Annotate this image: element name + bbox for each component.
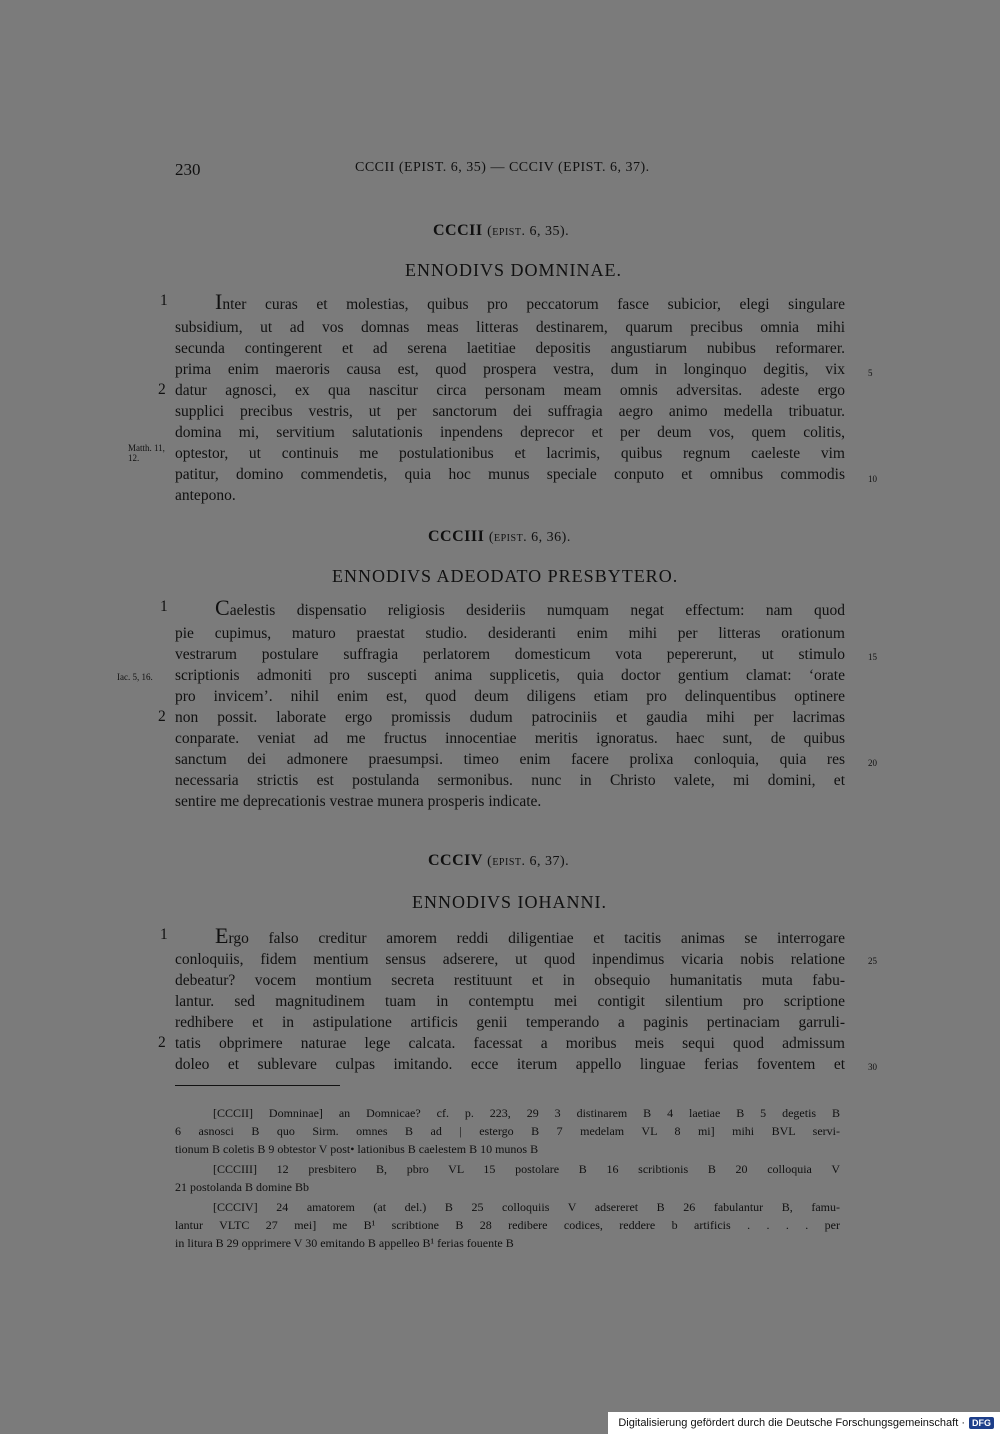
text-line: vestrarum postulare suffragia perlatorem domesticum vota pepererunt, ut stimulo [175, 646, 845, 663]
footnote-line: 6 asnosci B quo Sirm. omnes B ad | estergo B 7 medelam VL 8 mi] mihi BVL servi- [175, 1124, 840, 1138]
text-line: antepono. [175, 487, 236, 504]
text-line: conloquiis, fidem mentium sensus adserere, ut quod inpendimus vicaria nobis relatione [175, 951, 845, 968]
line-number: 15 [868, 652, 877, 662]
section-mark: 2 [158, 1034, 166, 1051]
margin-note: Iac. 5, 16. [117, 672, 153, 682]
footnote-rule [175, 1085, 340, 1086]
letter-title: ENNODIVS IOHANNI. [412, 892, 607, 912]
page-number: 230 [175, 160, 201, 179]
footnote-line: in litura B 29 opprimere V 30 emitando B appelleo B¹ ferias fouente B [175, 1236, 514, 1250]
footnote-line: tionum B coletis B 9 obtestor V post• lationibus B caelestem B 10 munos B [175, 1142, 539, 1156]
text-line: scriptionis admoniti pro suscepti anima supplicetis, quia doctor gentium clamat: ‘orate [175, 667, 845, 684]
footnote-line: [CCCIII] 12 presbitero B, pbro VL 15 postolare B 16 scribtionis B 20 colloquia V [213, 1162, 840, 1176]
letter-title: ENNODIVS DOMNINAE. [405, 260, 622, 280]
text-line: optestor, ut continuis me postulationibus et lacrimis, quibus regnum caeleste vim [175, 445, 845, 462]
text-line: secunda contingerent et ad serena laetitiae depositis angustiarum nubibus reformarer. [175, 340, 845, 357]
footnote-line: [CCCIV] 24 amatorem (at del.) B 25 colloquiis V adsereret B 26 fabulantur B, famu- [213, 1200, 840, 1214]
section-mark: 2 [158, 708, 166, 725]
line-number: 30 [868, 1062, 877, 1072]
text-line: sanctum dei admonere praesumpsi. timeo enim facere prolixa conloquia, quia res [175, 751, 845, 768]
footnote-line: [CCCII] Domninae] an Domnicae? cf. p. 223, 29 3 distinarem B 4 laetiae B 5 degetis B [213, 1106, 840, 1120]
text-line: debeatur? vocem montium secreta restituunt et in obsequio humanitatis muta fabu- [175, 972, 845, 989]
letter-title: ENNODIVS ADEODATO PRESBYTERO. [332, 566, 679, 586]
section-mark: 1 [160, 926, 168, 943]
text-line: domina mi, servitium salutationis inpendens deprecor et per deum vos, quem colitis, [175, 424, 845, 441]
text-line: necessaria strictis est postulanda sermonibus. nunc in Christo valete, mi domini, et [175, 772, 845, 789]
text-line: datur agnosci, ex qua nascitur circa personam meam omnis adversitas. adeste ergo [175, 382, 845, 399]
dfg-logo: DFG [969, 1417, 994, 1429]
text-line: redhibere et in astipulatione artificis genii temperando a paginis pertinaciam garruli- [175, 1014, 845, 1031]
text-line: lantur. sed magnitudinem tuam in contemptu mei contigit silentium pro scriptione [175, 993, 845, 1010]
text-line: Inter curas et molestias, quibus pro peccatorum fasce subicior, elegi singulare [215, 289, 845, 314]
section-mark: 1 [160, 292, 168, 309]
letter-label: CCCII (epist. 6, 35). [433, 222, 570, 239]
margin-note: Matth. 11, 12. [128, 443, 165, 463]
funding-footer [608, 1412, 1000, 1434]
text-line: patitur, domino commendetis, quia hoc munus speciale conputo et omnibus commodis [175, 466, 845, 483]
text-line: sentire me deprecationis vestrae munera prosperis indicate. [175, 793, 542, 810]
text-line: doleo et sublevare culpas imitando. ecce iterum appello linguae ferias foventem et [175, 1056, 845, 1073]
text-line: Caelestis dispensatio religiosis desideriis numquam negat effectum: nam quod [215, 595, 845, 620]
text-line: pro invicem’. nihil enim est, quod deum diligens etiam pro delinquentibus optinere [175, 688, 845, 705]
line-number: 20 [868, 758, 877, 768]
text-line: tatis obprimere naturae lege calcata. facessat a moribus meis sequi quod admissum [175, 1035, 845, 1052]
letter-label: CCCIV (epist. 6, 37). [428, 852, 570, 869]
text-line: supplici precibus vestris, ut per sanctorum dei suffragia aegro animo medella tribuatur. [175, 403, 845, 420]
footnote-line: 21 postolanda B domine Bb [175, 1180, 309, 1194]
running-head: CCCII (EPIST. 6, 35) — CCCIV (EPIST. 6, 37). [355, 160, 650, 175]
section-mark: 1 [160, 598, 168, 615]
text-line: subsidium, ut ad vos domnas meas litteras destinarem, quarum precibus omnia mihi [175, 319, 845, 336]
footnote-line: lantur VLTC 27 mei] me B¹ scribtione B 28 redibere codices, reddere b artificis . . . . per [175, 1218, 840, 1232]
text-line: Ergo falso creditur amorem reddi diligentiae et tacitis animas se interrogare [215, 923, 845, 948]
funding-text: Digitalisierung gefördert durch die Deutsche Forschungsgemeinschaft · [618, 1417, 965, 1429]
text-line: pie cupimus, maturo praestat studio. desideranti enim mihi per litteras orationum [175, 625, 845, 642]
line-number: 25 [868, 956, 877, 966]
letter-label: CCCIII (epist. 6, 36). [428, 528, 571, 545]
text-line: conparate. veniat ad me fructus innocentiae meritis ignoratus. haec sunt, de quibus [175, 730, 845, 747]
line-number: 5 [868, 368, 873, 378]
line-number: 10 [868, 474, 877, 484]
section-mark: 2 [158, 381, 166, 398]
text-line: prima enim maeroris causa est, quod prospera vestra, dum in longinquo degitis, vix [175, 361, 845, 378]
text-line: non possit. laborate ergo promissis dudum patrociniis et gaudia mihi per lacrimas [175, 709, 845, 726]
